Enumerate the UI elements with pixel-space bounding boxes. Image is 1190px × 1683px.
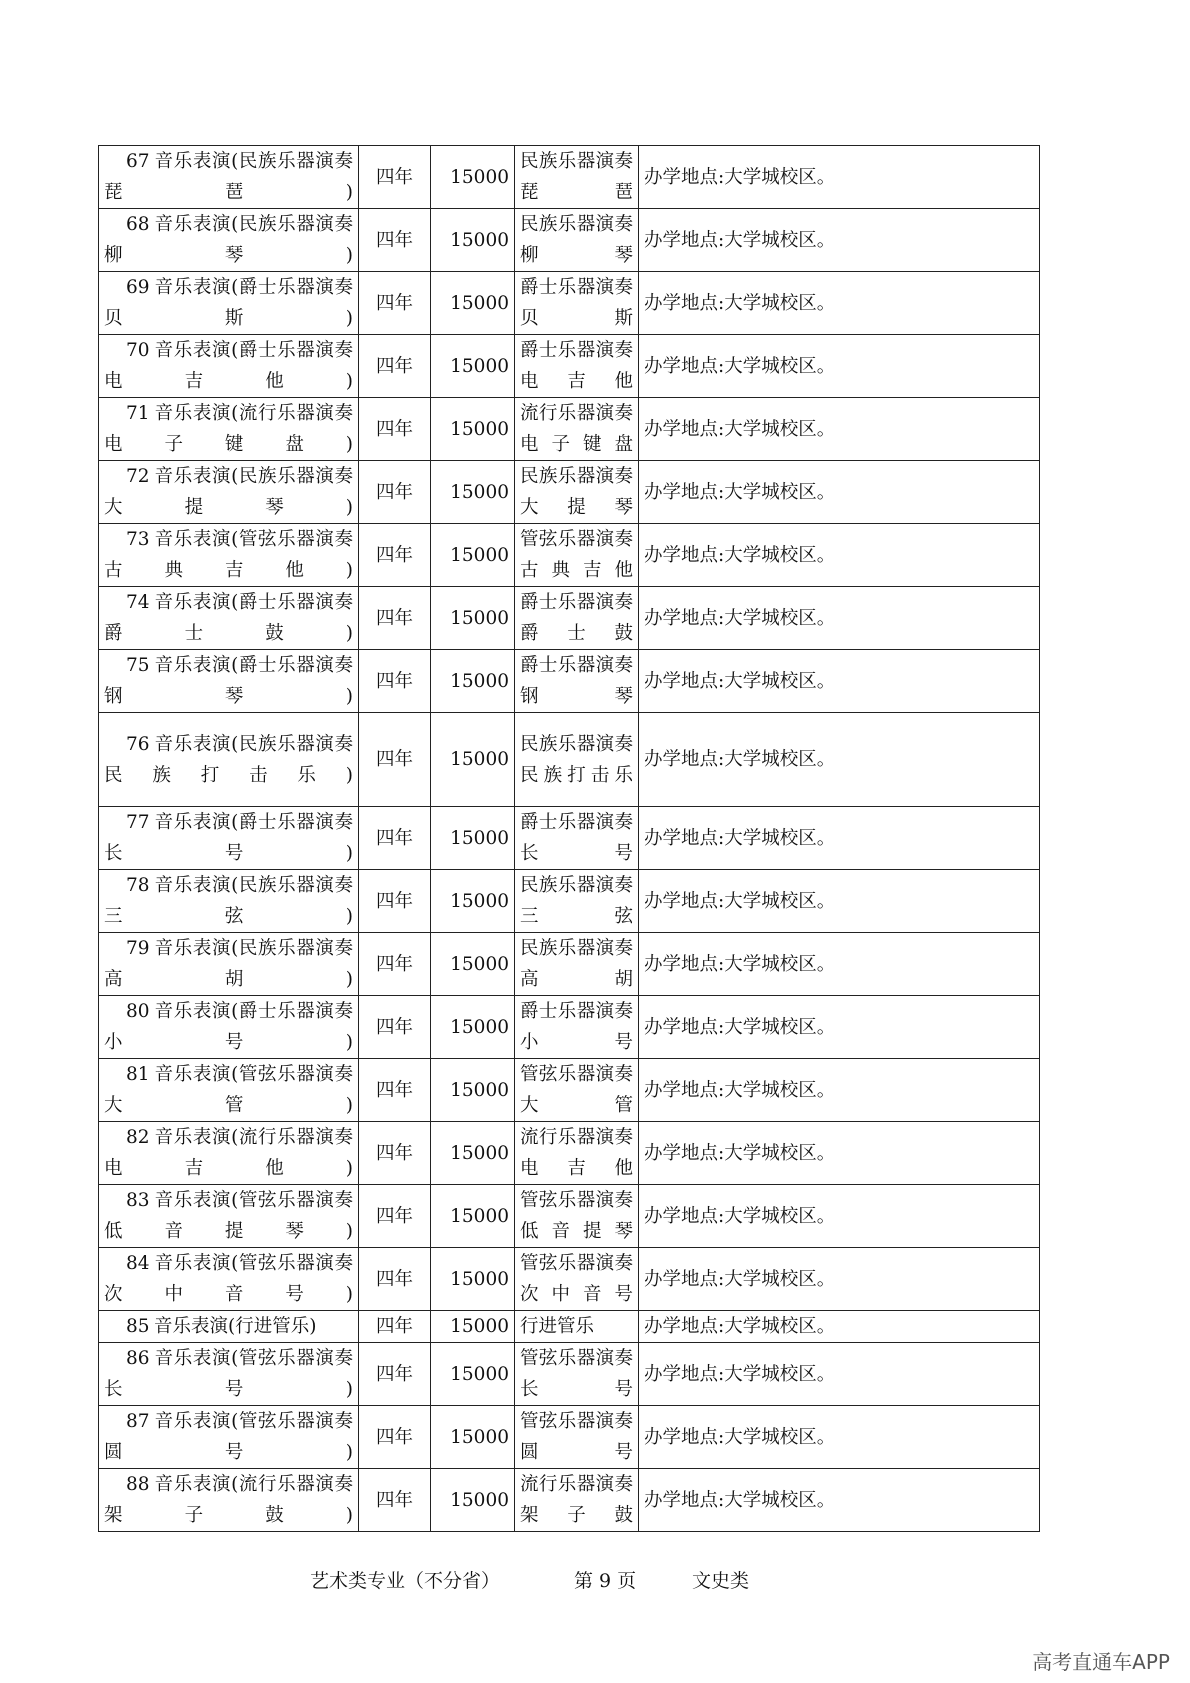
- tuition-cell: 15000: [431, 1406, 515, 1469]
- direction-cell: 民族乐器演奏民族打击乐: [515, 713, 639, 807]
- tuition-cell: 15000: [431, 1311, 515, 1343]
- major-name: 音乐表演(民族乐器演奏琵琶): [104, 151, 353, 203]
- note-cell: 办学地点:大学城校区。: [639, 1311, 1040, 1343]
- duration-cell: 四年: [359, 146, 431, 209]
- major-name-cell: [99, 650, 359, 713]
- table-row: [99, 1185, 1040, 1248]
- duration-cell: 四年: [359, 870, 431, 933]
- tuition-cell: 15000: [431, 1343, 515, 1406]
- table-row: [99, 209, 1040, 272]
- table-row: [99, 870, 1040, 933]
- footer-stream: 文史类: [692, 1570, 750, 1592]
- tuition-cell: 15000: [431, 398, 515, 461]
- direction-cell: 流行乐器演奏电吉他: [515, 1122, 639, 1185]
- major-name: 音乐表演(流行乐器演奏电子键盘): [104, 403, 353, 455]
- tuition-cell: 15000: [431, 209, 515, 272]
- major-name: 音乐表演(管弦乐器演奏长号): [104, 1348, 353, 1400]
- duration-cell: 四年: [359, 650, 431, 713]
- major-number: 81: [126, 1064, 150, 1085]
- major-name: 音乐表演(民族乐器演奏柳琴): [104, 214, 353, 266]
- major-number: 68: [126, 214, 150, 235]
- note-cell: 办学地点:大学城校区。: [639, 146, 1040, 209]
- major-number: 67: [126, 151, 150, 172]
- major-name-cell: [99, 1406, 359, 1469]
- duration-cell: 四年: [359, 1122, 431, 1185]
- table-row: [99, 1406, 1040, 1469]
- major-name: 音乐表演(民族乐器演奏高胡): [104, 938, 353, 990]
- note-cell: 办学地点:大学城校区。: [639, 1406, 1040, 1469]
- direction-cell: 民族乐器演奏三弦: [515, 870, 639, 933]
- note-cell: 办学地点:大学城校区。: [639, 1059, 1040, 1122]
- note-cell: 办学地点:大学城校区。: [639, 1185, 1040, 1248]
- major-number: 83: [126, 1190, 150, 1211]
- tuition-cell: 15000: [431, 1469, 515, 1532]
- major-name-cell: [99, 996, 359, 1059]
- major-number: 85: [126, 1316, 150, 1337]
- direction-cell: 流行乐器演奏电子键盘: [515, 398, 639, 461]
- table-row: [99, 650, 1040, 713]
- tuition-cell: 15000: [431, 933, 515, 996]
- major-name-cell: [99, 870, 359, 933]
- duration-cell: 四年: [359, 1185, 431, 1248]
- major-number: 79: [126, 938, 150, 959]
- major-name: 音乐表演(行进管乐): [154, 1316, 317, 1337]
- duration-cell: 四年: [359, 335, 431, 398]
- major-name-cell: [99, 1311, 359, 1343]
- major-name-cell: [99, 335, 359, 398]
- major-name: 音乐表演(爵士乐器演奏钢琴): [104, 655, 353, 707]
- duration-cell: 四年: [359, 1343, 431, 1406]
- major-name-cell: [99, 1248, 359, 1311]
- tuition-cell: 15000: [431, 650, 515, 713]
- direction-cell: 流行乐器演奏架子鼓: [515, 1469, 639, 1532]
- major-name-cell: [99, 461, 359, 524]
- direction-cell: 行进管乐: [515, 1311, 639, 1343]
- direction-cell: 爵士乐器演奏爵士鼓: [515, 587, 639, 650]
- major-name: 音乐表演(爵士乐器演奏爵士鼓): [104, 592, 353, 644]
- table-row: [99, 272, 1040, 335]
- major-name-cell: [99, 1343, 359, 1406]
- major-name: 音乐表演(民族乐器演奏民族打击乐): [104, 733, 353, 786]
- major-name-cell: [99, 1059, 359, 1122]
- table-row: [99, 1343, 1040, 1406]
- tuition-cell: 15000: [431, 713, 515, 807]
- tuition-cell: 15000: [431, 1059, 515, 1122]
- major-name-cell: [99, 1122, 359, 1185]
- major-number: 87: [126, 1411, 150, 1432]
- direction-cell: 爵士乐器演奏贝斯: [515, 272, 639, 335]
- table-row: [99, 933, 1040, 996]
- majors-table-body: [99, 146, 1040, 1532]
- tuition-cell: 15000: [431, 1248, 515, 1311]
- note-cell: 办学地点:大学城校区。: [639, 461, 1040, 524]
- table-row: [99, 587, 1040, 650]
- major-name-cell: [99, 1185, 359, 1248]
- tuition-cell: 15000: [431, 524, 515, 587]
- majors-table: [98, 145, 1040, 1532]
- table-row: [99, 146, 1040, 209]
- direction-cell: 爵士乐器演奏长号: [515, 807, 639, 870]
- major-number: 74: [126, 592, 150, 613]
- major-name-cell: [99, 713, 359, 807]
- major-number: 70: [126, 340, 150, 361]
- footer-page-number: 第 9 页: [574, 1570, 637, 1592]
- watermark: 高考直通车APP: [1032, 1650, 1170, 1674]
- direction-cell: 民族乐器演奏琵琶: [515, 146, 639, 209]
- duration-cell: 四年: [359, 461, 431, 524]
- table-row: [99, 807, 1040, 870]
- major-number: 80: [126, 1001, 150, 1022]
- major-name: 音乐表演(管弦乐器演奏古典吉他): [104, 529, 353, 581]
- major-name-cell: [99, 398, 359, 461]
- note-cell: 办学地点:大学城校区。: [639, 1122, 1040, 1185]
- note-cell: 办学地点:大学城校区。: [639, 272, 1040, 335]
- direction-cell: 爵士乐器演奏小号: [515, 996, 639, 1059]
- table-row: [99, 1469, 1040, 1532]
- direction-cell: 爵士乐器演奏钢琴: [515, 650, 639, 713]
- duration-cell: 四年: [359, 1248, 431, 1311]
- note-cell: 办学地点:大学城校区。: [639, 335, 1040, 398]
- duration-cell: 四年: [359, 996, 431, 1059]
- major-name: 音乐表演(流行乐器演奏架子鼓): [104, 1474, 353, 1526]
- table-row: [99, 1311, 1040, 1343]
- major-number: 82: [126, 1127, 150, 1148]
- tuition-cell: 15000: [431, 461, 515, 524]
- major-number: 88: [126, 1474, 150, 1495]
- table-row: [99, 713, 1040, 807]
- major-name: 音乐表演(爵士乐器演奏电吉他): [104, 340, 353, 392]
- note-cell: 办学地点:大学城校区。: [639, 650, 1040, 713]
- duration-cell: 四年: [359, 1469, 431, 1532]
- table-row: [99, 1122, 1040, 1185]
- major-name: 音乐表演(管弦乐器演奏次中音号): [104, 1253, 353, 1305]
- duration-cell: 四年: [359, 524, 431, 587]
- note-cell: 办学地点:大学城校区。: [639, 524, 1040, 587]
- note-cell: 办学地点:大学城校区。: [639, 713, 1040, 807]
- duration-cell: 四年: [359, 398, 431, 461]
- note-cell: 办学地点:大学城校区。: [639, 933, 1040, 996]
- duration-cell: 四年: [359, 209, 431, 272]
- table-row: [99, 398, 1040, 461]
- table-row: [99, 1059, 1040, 1122]
- major-name-cell: [99, 807, 359, 870]
- major-number: 75: [126, 655, 150, 676]
- major-number: 77: [126, 812, 150, 833]
- note-cell: 办学地点:大学城校区。: [639, 587, 1040, 650]
- major-name: 音乐表演(管弦乐器演奏圆号): [104, 1411, 353, 1463]
- note-cell: 办学地点:大学城校区。: [639, 398, 1040, 461]
- direction-cell: 管弦乐器演奏大管: [515, 1059, 639, 1122]
- major-name: 音乐表演(爵士乐器演奏贝斯): [104, 277, 353, 329]
- note-cell: 办学地点:大学城校区。: [639, 996, 1040, 1059]
- major-number: 69: [126, 277, 150, 298]
- duration-cell: 四年: [359, 933, 431, 996]
- tuition-cell: 15000: [431, 272, 515, 335]
- major-name-cell: [99, 209, 359, 272]
- major-name: 音乐表演(管弦乐器演奏低音提琴): [104, 1190, 353, 1242]
- duration-cell: 四年: [359, 587, 431, 650]
- note-cell: 办学地点:大学城校区。: [639, 209, 1040, 272]
- tuition-cell: 15000: [431, 1185, 515, 1248]
- direction-cell: 管弦乐器演奏古典吉他: [515, 524, 639, 587]
- tuition-cell: 15000: [431, 996, 515, 1059]
- note-cell: 办学地点:大学城校区。: [639, 1248, 1040, 1311]
- major-name-cell: [99, 933, 359, 996]
- major-name: 音乐表演(民族乐器演奏大提琴): [104, 466, 353, 518]
- table-row: [99, 524, 1040, 587]
- table-row: [99, 996, 1040, 1059]
- footer-category: 艺术类专业（不分省）: [310, 1570, 501, 1592]
- direction-cell: 管弦乐器演奏低音提琴: [515, 1185, 639, 1248]
- direction-cell: 管弦乐器演奏长号: [515, 1343, 639, 1406]
- major-name-cell: [99, 146, 359, 209]
- direction-cell: 爵士乐器演奏电吉他: [515, 335, 639, 398]
- major-name-cell: [99, 272, 359, 335]
- note-cell: 办学地点:大学城校区。: [639, 870, 1040, 933]
- tuition-cell: 15000: [431, 1122, 515, 1185]
- note-cell: 办学地点:大学城校区。: [639, 1343, 1040, 1406]
- direction-cell: 管弦乐器演奏次中音号: [515, 1248, 639, 1311]
- duration-cell: 四年: [359, 1059, 431, 1122]
- tuition-cell: 15000: [431, 587, 515, 650]
- major-name: 音乐表演(爵士乐器演奏小号): [104, 1001, 353, 1053]
- major-name: 音乐表演(民族乐器演奏三弦): [104, 875, 353, 927]
- major-name-cell: [99, 587, 359, 650]
- direction-cell: 民族乐器演奏大提琴: [515, 461, 639, 524]
- direction-cell: 管弦乐器演奏圆号: [515, 1406, 639, 1469]
- duration-cell: 四年: [359, 1406, 431, 1469]
- tuition-cell: 15000: [431, 870, 515, 933]
- major-number: 84: [126, 1253, 150, 1274]
- table-row: [99, 461, 1040, 524]
- major-number: 76: [126, 733, 150, 755]
- major-number: 78: [126, 875, 150, 896]
- major-name: 音乐表演(流行乐器演奏电吉他): [104, 1127, 353, 1179]
- major-number: 71: [126, 403, 150, 424]
- tuition-cell: 15000: [431, 807, 515, 870]
- major-name-cell: [99, 524, 359, 587]
- major-number: 72: [126, 466, 150, 487]
- table-row: [99, 335, 1040, 398]
- direction-cell: 民族乐器演奏柳琴: [515, 209, 639, 272]
- major-name: 音乐表演(管弦乐器演奏大管): [104, 1064, 353, 1116]
- note-cell: 办学地点:大学城校区。: [639, 1469, 1040, 1532]
- major-name-cell: [99, 1469, 359, 1532]
- table-row: [99, 1248, 1040, 1311]
- duration-cell: 四年: [359, 713, 431, 807]
- note-cell: 办学地点:大学城校区。: [639, 807, 1040, 870]
- duration-cell: 四年: [359, 1311, 431, 1343]
- tuition-cell: 15000: [431, 335, 515, 398]
- major-name: 音乐表演(爵士乐器演奏长号): [104, 812, 353, 864]
- major-number: 86: [126, 1348, 150, 1369]
- major-number: 73: [126, 529, 150, 550]
- duration-cell: 四年: [359, 272, 431, 335]
- duration-cell: 四年: [359, 807, 431, 870]
- direction-cell: 民族乐器演奏高胡: [515, 933, 639, 996]
- tuition-cell: 15000: [431, 146, 515, 209]
